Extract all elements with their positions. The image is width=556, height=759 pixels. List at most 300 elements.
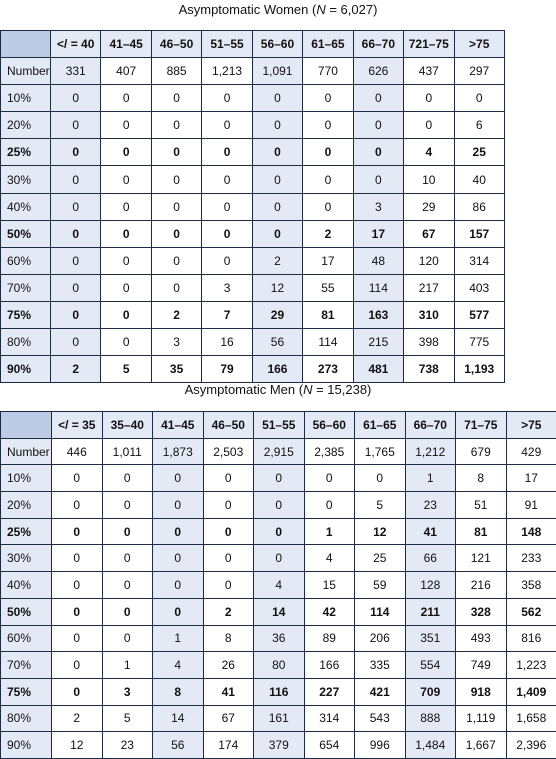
table-cell: 0 [202,247,252,274]
row-label: 70% [1,652,52,679]
table-cell: 0 [52,572,103,599]
table-cell: 0 [203,492,254,519]
table-cell: 1,091 [252,58,302,85]
table-cell: 0 [303,193,353,220]
row-label: 10% [1,465,52,492]
table-cell: 67 [404,220,454,247]
row-label: 20% [1,112,51,139]
table-cell: 770 [303,58,353,85]
table-cell: 42 [304,598,355,625]
table-cell: 41 [405,518,456,545]
table-cell: 0 [51,112,101,139]
table-cell: 738 [404,356,454,383]
table-cell: 562 [506,598,556,625]
table-cell: 0 [203,465,254,492]
table-cell: 0 [454,85,504,112]
table-cell: 0 [252,112,302,139]
table-cell: 0 [404,112,454,139]
table-cell: 310 [404,301,454,328]
row-label: 50% [1,598,52,625]
table-cell: 403 [454,274,504,301]
women-table-caption [0,2,556,18]
column-header: 61–65 [303,31,353,58]
table-cell: 0 [304,492,355,519]
table-row [1,625,556,652]
table-cell: 0 [153,492,204,519]
table-cell: 2 [51,356,101,383]
table-cell: 5 [101,356,151,383]
table-cell: 379 [254,732,305,759]
table-cell: 0 [52,518,103,545]
table-cell: 174 [203,732,254,759]
table-cell: 56 [153,732,204,759]
table-row [1,572,556,599]
table-cell: 1,213 [202,58,252,85]
table-cell: 314 [454,247,504,274]
row-label: 80% [1,705,52,732]
table-cell: 1 [102,652,153,679]
table-cell: 29 [252,301,302,328]
table-cell: 116 [254,678,305,705]
table-cell: 56 [252,329,302,356]
table-cell: 0 [101,166,151,193]
table-cell: 0 [202,220,252,247]
row-label: Number [1,438,52,465]
table-cell: 0 [153,518,204,545]
table-cell: 216 [456,572,507,599]
table-cell: 81 [456,518,507,545]
table-cell: 335 [355,652,406,679]
table-cell: 4 [254,572,305,599]
table-cell: 0 [102,625,153,652]
table-cell: 120 [404,247,454,274]
table-cell: 709 [405,678,456,705]
table-cell: 7 [202,301,252,328]
table-cell: 4 [304,545,355,572]
column-header: 56–60 [252,31,302,58]
table-cell: 26 [203,652,254,679]
column-header: 56–60 [304,412,355,439]
row-label: 75% [1,678,52,705]
table-header-row [1,412,556,439]
table-cell: 0 [202,85,252,112]
table-cell: 17 [353,220,403,247]
row-label: 30% [1,545,52,572]
table-cell: 554 [405,652,456,679]
table-cell: 2,503 [203,438,254,465]
table-cell: 4 [404,139,454,166]
table-cell: 48 [353,247,403,274]
table-cell: 114 [353,274,403,301]
table-row [1,274,505,301]
table-cell: 12 [52,732,103,759]
table-cell: 437 [404,58,454,85]
table-cell: 0 [254,465,305,492]
table-cell: 775 [454,329,504,356]
table-cell: 0 [252,139,302,166]
table-row [1,112,505,139]
table-row [1,356,505,383]
table-cell: 0 [151,85,201,112]
table-cell: 0 [101,112,151,139]
table-cell: 0 [52,678,103,705]
table-row [1,545,556,572]
table-cell: 2,385 [304,438,355,465]
table-cell: 446 [52,438,103,465]
table-cell: 407 [101,58,151,85]
table-cell: 543 [355,705,406,732]
column-header: 51–55 [202,31,252,58]
women-percentile-table [0,30,505,383]
table-cell: 17 [506,465,556,492]
column-header: 35–40 [102,412,153,439]
table-cell: 1,119 [456,705,507,732]
table-row [1,193,505,220]
table-cell: 23 [102,732,153,759]
table-row [1,166,505,193]
row-label: Number [1,58,51,85]
column-header: >75 [506,412,556,439]
table-cell: 55 [303,274,353,301]
table-cell: 0 [252,193,302,220]
table-cell: 885 [151,58,201,85]
table-cell: 14 [153,705,204,732]
table-cell: 114 [303,329,353,356]
table-cell: 0 [101,301,151,328]
table-cell: 8 [153,678,204,705]
table-cell: 17 [303,247,353,274]
table-cell: 0 [102,598,153,625]
table-cell: 157 [454,220,504,247]
table-row [1,598,556,625]
table-cell: 23 [405,492,456,519]
row-label: 70% [1,274,51,301]
column-header: 66–70 [353,31,403,58]
table-cell: 2,915 [254,438,305,465]
row-label: 60% [1,247,51,274]
table-cell: 5 [355,492,406,519]
table-cell: 0 [101,193,151,220]
table-cell: 80 [254,652,305,679]
table-cell: 0 [101,220,151,247]
men-caption-suffix: = 15,238) [312,382,371,397]
table-cell: 0 [51,247,101,274]
table-cell: 1,409 [506,678,556,705]
table-cell: 0 [52,492,103,519]
table-cell: 114 [355,598,406,625]
table-cell: 35 [151,356,201,383]
table-cell: 0 [303,139,353,166]
table-cell: 1,658 [506,705,556,732]
table-row [1,85,505,112]
row-label: 60% [1,625,52,652]
table-cell: 0 [254,492,305,519]
table-row [1,58,505,85]
table-cell: 0 [151,193,201,220]
table-row [1,732,556,759]
women-caption-n: N [316,2,325,17]
table-cell: 206 [355,625,406,652]
table-cell: 0 [151,166,201,193]
table-cell: 0 [51,329,101,356]
table-cell: 25 [454,139,504,166]
table-row [1,329,505,356]
table-cell: 273 [303,356,353,383]
column-header: </ = 35 [52,412,103,439]
table-header-row [1,31,505,58]
table-cell: 2 [303,220,353,247]
row-label: 40% [1,193,51,220]
table-cell: 331 [51,58,101,85]
table-row [1,301,505,328]
table-cell: 398 [404,329,454,356]
table-cell: 14 [254,598,305,625]
table-cell: 36 [254,625,305,652]
table-cell: 0 [151,112,201,139]
table-row [1,220,505,247]
table-cell: 0 [151,274,201,301]
table-cell: 163 [353,301,403,328]
row-label: 90% [1,356,51,383]
column-header: 46–50 [151,31,201,58]
row-label: 25% [1,518,52,545]
table-cell: 493 [456,625,507,652]
row-label: 10% [1,85,51,112]
table-cell: 3 [102,678,153,705]
table-cell: 0 [52,652,103,679]
table-cell: 121 [456,545,507,572]
table-cell: 148 [506,518,556,545]
table-cell: 1 [304,518,355,545]
table-cell: 0 [353,112,403,139]
table-cell: 3 [353,193,403,220]
table-cell: 0 [304,465,355,492]
table-cell: 211 [405,598,456,625]
table-cell: 0 [51,85,101,112]
table-cell: 4 [153,652,204,679]
table-cell: 0 [153,545,204,572]
table-cell: 0 [101,139,151,166]
table-cell: 215 [353,329,403,356]
table-cell: 3 [202,274,252,301]
table-cell: 0 [202,112,252,139]
table-cell: 0 [203,545,254,572]
table-cell: 0 [101,329,151,356]
table-cell: 0 [252,220,302,247]
table-cell: 2 [252,247,302,274]
table-cell: 128 [405,572,456,599]
row-label: 80% [1,329,51,356]
column-header: 41–45 [153,412,204,439]
table-cell: 0 [102,518,153,545]
table-cell: 0 [153,572,204,599]
table-cell: 0 [254,518,305,545]
men-caption-n: N [303,382,312,397]
table-cell: 297 [454,58,504,85]
table-cell: 0 [51,274,101,301]
table-cell: 0 [51,220,101,247]
table-cell: 1,667 [456,732,507,759]
table-cell: 2,396 [506,732,556,759]
table-cell: 0 [151,220,201,247]
table-cell: 0 [303,112,353,139]
table-cell: 1,223 [506,652,556,679]
table-cell: 8 [203,625,254,652]
table-cell: 3 [151,329,201,356]
table-cell: 0 [151,247,201,274]
table-cell: 577 [454,301,504,328]
row-label: 40% [1,572,52,599]
table-cell: 314 [304,705,355,732]
table-cell: 86 [454,193,504,220]
table-cell: 421 [355,678,406,705]
table-cell: 0 [52,625,103,652]
table-cell: 161 [254,705,305,732]
table-cell: 0 [102,465,153,492]
table-cell: 59 [355,572,406,599]
table-cell: 0 [51,166,101,193]
table-cell: 89 [304,625,355,652]
table-cell: 40 [454,166,504,193]
table-cell: 66 [405,545,456,572]
table-cell: 0 [252,85,302,112]
table-cell: 0 [404,85,454,112]
table-cell: 0 [303,166,353,193]
table-row [1,247,505,274]
table-cell: 429 [506,438,556,465]
table-cell: 0 [252,166,302,193]
table-cell: 1,212 [405,438,456,465]
table-cell: 51 [456,492,507,519]
table-cell: 888 [405,705,456,732]
table-row [1,139,505,166]
table-cell: 2 [203,598,254,625]
table-cell: 654 [304,732,355,759]
table-cell: 626 [353,58,403,85]
women-caption-suffix: = 6,027) [326,2,378,17]
column-header: 41–45 [101,31,151,58]
table-row [1,652,556,679]
table-cell: 1 [405,465,456,492]
table-cell: 0 [202,166,252,193]
table-cell: 41 [203,678,254,705]
column-header: 71–75 [456,412,507,439]
column-header: 51–55 [254,412,305,439]
header-corner-cell [1,31,51,58]
table-cell: 328 [456,598,507,625]
men-table-caption [0,382,556,398]
table-cell: 15 [304,572,355,599]
table-cell: 81 [303,301,353,328]
table-cell: 0 [52,465,103,492]
men-percentile-table [0,411,556,759]
table-cell: 166 [252,356,302,383]
women-caption-prefix: Asymptomatic Women ( [179,2,317,17]
table-cell: 2 [52,705,103,732]
table-cell: 79 [202,356,252,383]
table-cell: 217 [404,274,454,301]
table-cell: 0 [102,572,153,599]
table-cell: 0 [153,598,204,625]
table-cell: 0 [203,572,254,599]
column-header: 721–75 [404,31,454,58]
table-cell: 0 [51,139,101,166]
table-cell: 12 [252,274,302,301]
table-cell: 0 [202,139,252,166]
table-cell: 1 [153,625,204,652]
table-cell: 0 [353,85,403,112]
table-cell: 481 [353,356,403,383]
table-cell: 16 [202,329,252,356]
table-cell: 233 [506,545,556,572]
column-header: 61–65 [355,412,406,439]
column-header: </ = 40 [51,31,101,58]
table-cell: 0 [101,85,151,112]
column-header: 66–70 [405,412,456,439]
table-cell: 918 [456,678,507,705]
table-cell: 1,484 [405,732,456,759]
table-cell: 0 [254,545,305,572]
table-cell: 0 [51,301,101,328]
table-cell: 1,873 [153,438,204,465]
table-row [1,465,556,492]
table-row [1,438,556,465]
table-cell: 29 [404,193,454,220]
table-cell: 166 [304,652,355,679]
table-row [1,678,556,705]
table-cell: 0 [52,545,103,572]
table-cell: 8 [456,465,507,492]
table-cell: 25 [355,545,406,572]
table-cell: 0 [303,85,353,112]
table-cell: 0 [101,247,151,274]
table-cell: 351 [405,625,456,652]
table-row [1,492,556,519]
table-row [1,518,556,545]
table-cell: 0 [353,139,403,166]
row-label: 50% [1,220,51,247]
table-cell: 749 [456,652,507,679]
table-cell: 227 [304,678,355,705]
table-cell: 0 [151,139,201,166]
table-cell: 1,765 [355,438,406,465]
men-caption-prefix: Asymptomatic Men ( [185,382,303,397]
header-corner-cell [1,412,52,439]
table-cell: 358 [506,572,556,599]
table-cell: 0 [102,492,153,519]
table-cell: 1,193 [454,356,504,383]
row-label: 90% [1,732,52,759]
table-cell: 679 [456,438,507,465]
table-cell: 0 [203,518,254,545]
table-cell: 5 [102,705,153,732]
table-cell: 1,011 [102,438,153,465]
row-label: 25% [1,139,51,166]
table-cell: 0 [102,545,153,572]
table-cell: 91 [506,492,556,519]
table-cell: 0 [153,465,204,492]
table-cell: 996 [355,732,406,759]
row-label: 75% [1,301,51,328]
table-cell: 0 [51,193,101,220]
column-header: >75 [454,31,504,58]
table-cell: 6 [454,112,504,139]
table-cell: 12 [355,518,406,545]
table-cell: 0 [353,166,403,193]
column-header: 46–50 [203,412,254,439]
table-cell: 0 [355,465,406,492]
row-label: 30% [1,166,51,193]
